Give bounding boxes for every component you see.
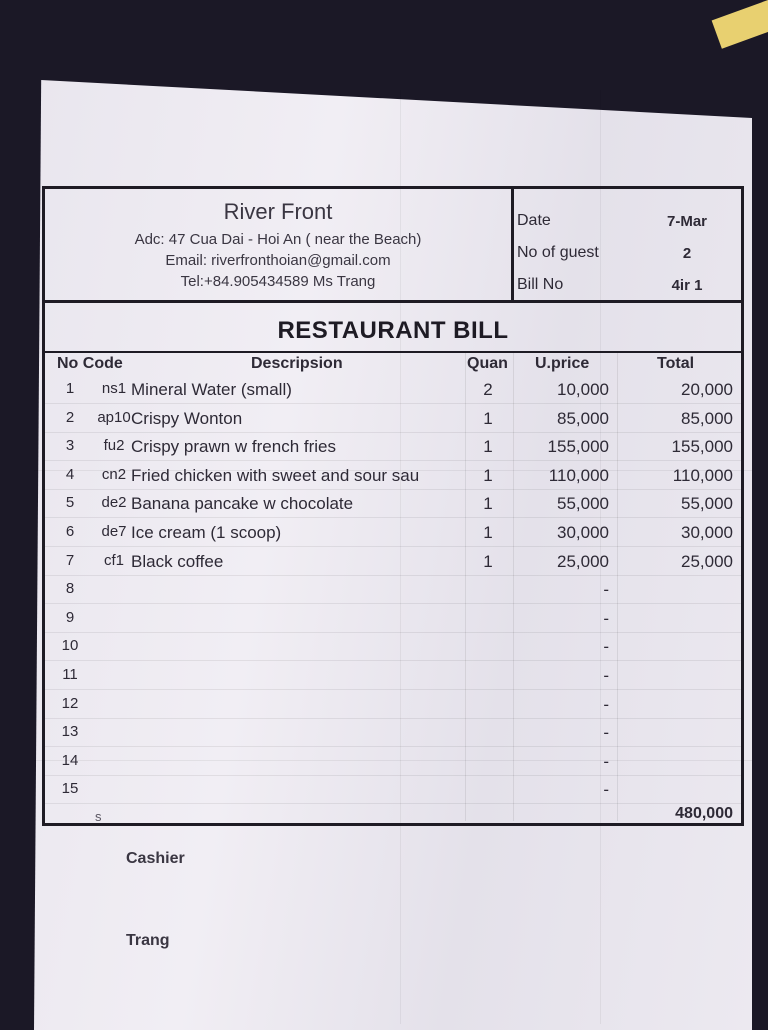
bill-title: RESTAURANT BILL <box>277 317 509 344</box>
item-unit-price: - <box>603 780 609 800</box>
grand-total: 480,000 <box>675 805 733 822</box>
item-number: 8 <box>65 580 75 598</box>
item-unit-price: 25,000 <box>557 551 609 571</box>
restaurant-phone: Tel:+84.905434589 Ms Trang <box>180 273 376 290</box>
item-total: 30,000 <box>681 523 733 542</box>
item-unit-price: - <box>603 608 609 628</box>
date-row <box>517 205 737 237</box>
table-row <box>45 547 741 576</box>
item-number: 3 <box>65 437 75 455</box>
table-row <box>45 718 741 747</box>
col-header-unit-price: U.price <box>535 355 590 372</box>
item-unit-price: - <box>603 637 609 657</box>
bill-header <box>45 189 741 303</box>
item-unit-price: 85,000 <box>557 408 609 428</box>
item-number: 9 <box>65 608 75 626</box>
item-code: ap10 <box>97 408 131 426</box>
background-sticky-note <box>712 0 768 49</box>
item-quantity: 1 <box>483 408 493 428</box>
item-unit-price: - <box>603 580 609 600</box>
bill-number-row <box>517 269 737 301</box>
item-number: 12 <box>61 694 79 712</box>
summary-label: s <box>95 809 102 824</box>
item-unit-price: 110,000 <box>548 465 609 485</box>
guests-label: No of guest <box>517 244 599 261</box>
item-number: 13 <box>61 723 79 741</box>
bill-number-label: Bill No <box>517 276 564 293</box>
table-row <box>45 461 741 490</box>
item-unit-price: - <box>603 666 609 685</box>
table-row <box>45 575 741 604</box>
bill-meta <box>517 205 737 301</box>
table-row <box>45 604 741 633</box>
item-unit-price: - <box>603 723 609 743</box>
col-header-no-code: No Code <box>57 355 123 372</box>
table-row <box>45 632 741 661</box>
header-divider <box>511 189 514 301</box>
item-quantity: 1 <box>483 523 493 542</box>
col-header-description: Descripsion <box>251 355 343 372</box>
item-code: fu2 <box>103 437 125 455</box>
table-row <box>45 404 741 433</box>
item-code: de2 <box>101 494 127 512</box>
item-quantity: 1 <box>483 465 493 485</box>
table-row <box>45 775 741 804</box>
table-row <box>45 690 741 719</box>
item-code: de7 <box>101 523 127 540</box>
restaurant-name: River Front <box>223 199 333 224</box>
item-unit-price: - <box>603 694 609 714</box>
item-quantity: 1 <box>483 494 493 514</box>
item-number: 7 <box>65 551 75 569</box>
table-top-rule <box>45 351 741 353</box>
item-total: 155,000 <box>671 437 733 457</box>
table-row <box>45 661 741 690</box>
item-number: 4 <box>65 465 75 483</box>
item-code: cn2 <box>101 465 127 483</box>
item-unit-price: - <box>603 751 609 771</box>
item-total: 25,000 <box>681 551 733 571</box>
bill-number-value: 4ir 1 <box>671 276 703 294</box>
item-number: 6 <box>65 523 75 540</box>
item-total: 85,000 <box>681 408 733 428</box>
cashier-label: Cashier <box>126 850 185 867</box>
guests-value: 2 <box>682 244 692 262</box>
table-row <box>45 518 741 547</box>
date-value: 7-Mar <box>666 212 707 230</box>
item-quantity: 1 <box>483 437 493 457</box>
item-unit-price: 55,000 <box>557 494 609 514</box>
cashier-name: Trang <box>126 932 170 949</box>
guests-row <box>517 237 737 269</box>
item-description: Crispy Wonton <box>131 408 243 428</box>
table-row <box>45 747 741 776</box>
restaurant-address: Adc: 47 Cua Dai - Hoi An ( near the Beach) <box>134 231 422 248</box>
item-number: 14 <box>61 751 79 769</box>
item-number: 2 <box>65 408 75 426</box>
item-description: Banana pancake w chocolate <box>131 494 354 514</box>
item-unit-price: 30,000 <box>557 523 609 542</box>
item-code: ns1 <box>101 380 127 397</box>
item-code: cf1 <box>103 551 124 569</box>
restaurant-info <box>45 199 511 292</box>
item-number: 5 <box>65 494 75 512</box>
table-row <box>45 375 741 404</box>
item-description: Fried chicken with sweet and sour sau <box>131 465 420 485</box>
item-unit-price: 155,000 <box>547 437 609 457</box>
item-unit-price: 10,000 <box>557 380 609 399</box>
item-total: 20,000 <box>681 380 733 399</box>
item-number: 15 <box>61 780 79 798</box>
item-number: 10 <box>61 637 79 655</box>
bill-frame <box>42 186 744 826</box>
item-quantity: 2 <box>483 380 493 399</box>
col-header-total: Total <box>657 355 695 372</box>
table-row <box>45 489 741 518</box>
item-number: 1 <box>65 380 75 397</box>
date-label: Date <box>517 212 551 229</box>
item-total: 55,000 <box>681 494 733 514</box>
restaurant-email: Email: riverfronthoian@gmail.com <box>165 252 391 269</box>
item-number: 11 <box>62 666 78 683</box>
item-quantity: 1 <box>483 551 493 571</box>
table-row <box>45 432 741 461</box>
col-header-quantity: Quan <box>467 355 508 372</box>
item-description: Mineral Water (small) <box>131 380 292 399</box>
item-description: Black coffee <box>131 551 224 571</box>
item-description: Ice cream (1 scoop) <box>131 523 282 542</box>
item-description: Crispy prawn w french fries <box>131 437 337 457</box>
item-total: 110,000 <box>672 465 733 485</box>
